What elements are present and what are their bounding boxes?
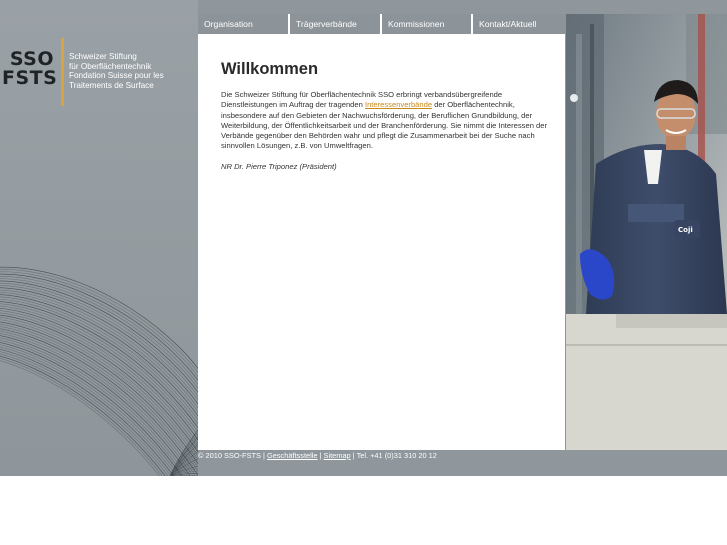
page-title: Willkommen — [221, 60, 319, 78]
nav-item-organisation[interactable]: Organisation — [198, 14, 290, 34]
logo-mark — [2, 50, 58, 88]
wave-line — [0, 292, 198, 476]
logo-fsts: FSTS — [2, 67, 58, 89]
hero-photo — [566, 14, 727, 450]
footer-separator: | — [317, 451, 324, 460]
logo-text — [69, 52, 197, 90]
footer-link-geschaeftsstelle[interactable]: Geschäftsstelle — [266, 451, 318, 460]
wave-line — [0, 299, 198, 476]
top-navigation — [198, 14, 565, 34]
logo-text-line: Traitements de Surface — [69, 80, 154, 90]
wave-line — [0, 274, 198, 476]
logo-text-line: Fondation Suisse pour les — [69, 71, 164, 81]
wave-line — [0, 327, 198, 476]
photo-worker-illustration — [566, 14, 727, 450]
footer-link-sitemap[interactable]: Sitemap — [323, 451, 351, 460]
logo[interactable] — [0, 38, 198, 108]
wave-line — [0, 349, 198, 476]
logo-text-line: für Oberflächentechnik — [69, 61, 152, 71]
logo-sso: SSO — [9, 48, 54, 70]
nav-item-kontakt-aktuell[interactable]: Kontakt/Aktuell — [473, 14, 565, 34]
main-content — [198, 34, 565, 450]
wave-line — [0, 297, 198, 476]
nav-item-traegerverbaende[interactable]: Trägerverbände — [290, 14, 382, 34]
intro-paragraph — [221, 90, 553, 152]
interessenverbaende-link[interactable]: Interessenverbände — [364, 100, 433, 110]
wave-line — [0, 314, 198, 476]
intro-text: Die Schweizer Stiftung für Oberflächentechnik SSO erbringt verbandsübergreifende Dienstleistungen im Auftrag der tragenden — [221, 90, 503, 110]
footer-separator: | — [260, 451, 267, 460]
logo-text-line: Schweizer Stiftung — [69, 52, 137, 61]
footer — [198, 451, 437, 460]
signature: NR Dr. Pierre Triponez (Präsident) — [221, 162, 337, 171]
badge-text: Coji — [678, 226, 693, 234]
footer-phone: | Tel. +41 (0)31 310 20 12 — [350, 451, 437, 460]
footer-copyright: © 2010 SSO-FSTS — [198, 451, 261, 460]
logo-divider — [61, 38, 64, 106]
left-panel — [0, 0, 198, 476]
intro-text: der Oberflächentechnik, insbesondere auf den Gebieten der Nachwuchsförderung, der Beruflichen Grundbildung, der Weiterbildung, der Öffentlichkeitsarbeit und der Branchenförderung. Sie nimmt die Interessen der Verbände gegenüber den Behörden wahr und pflegt die Zusammenarbeit bei der Suche nach sinnvollen Lösungen, z.B. von Umweltfragen. — [221, 100, 548, 151]
nav-item-kommissionen[interactable]: Kommissionen — [382, 14, 473, 34]
